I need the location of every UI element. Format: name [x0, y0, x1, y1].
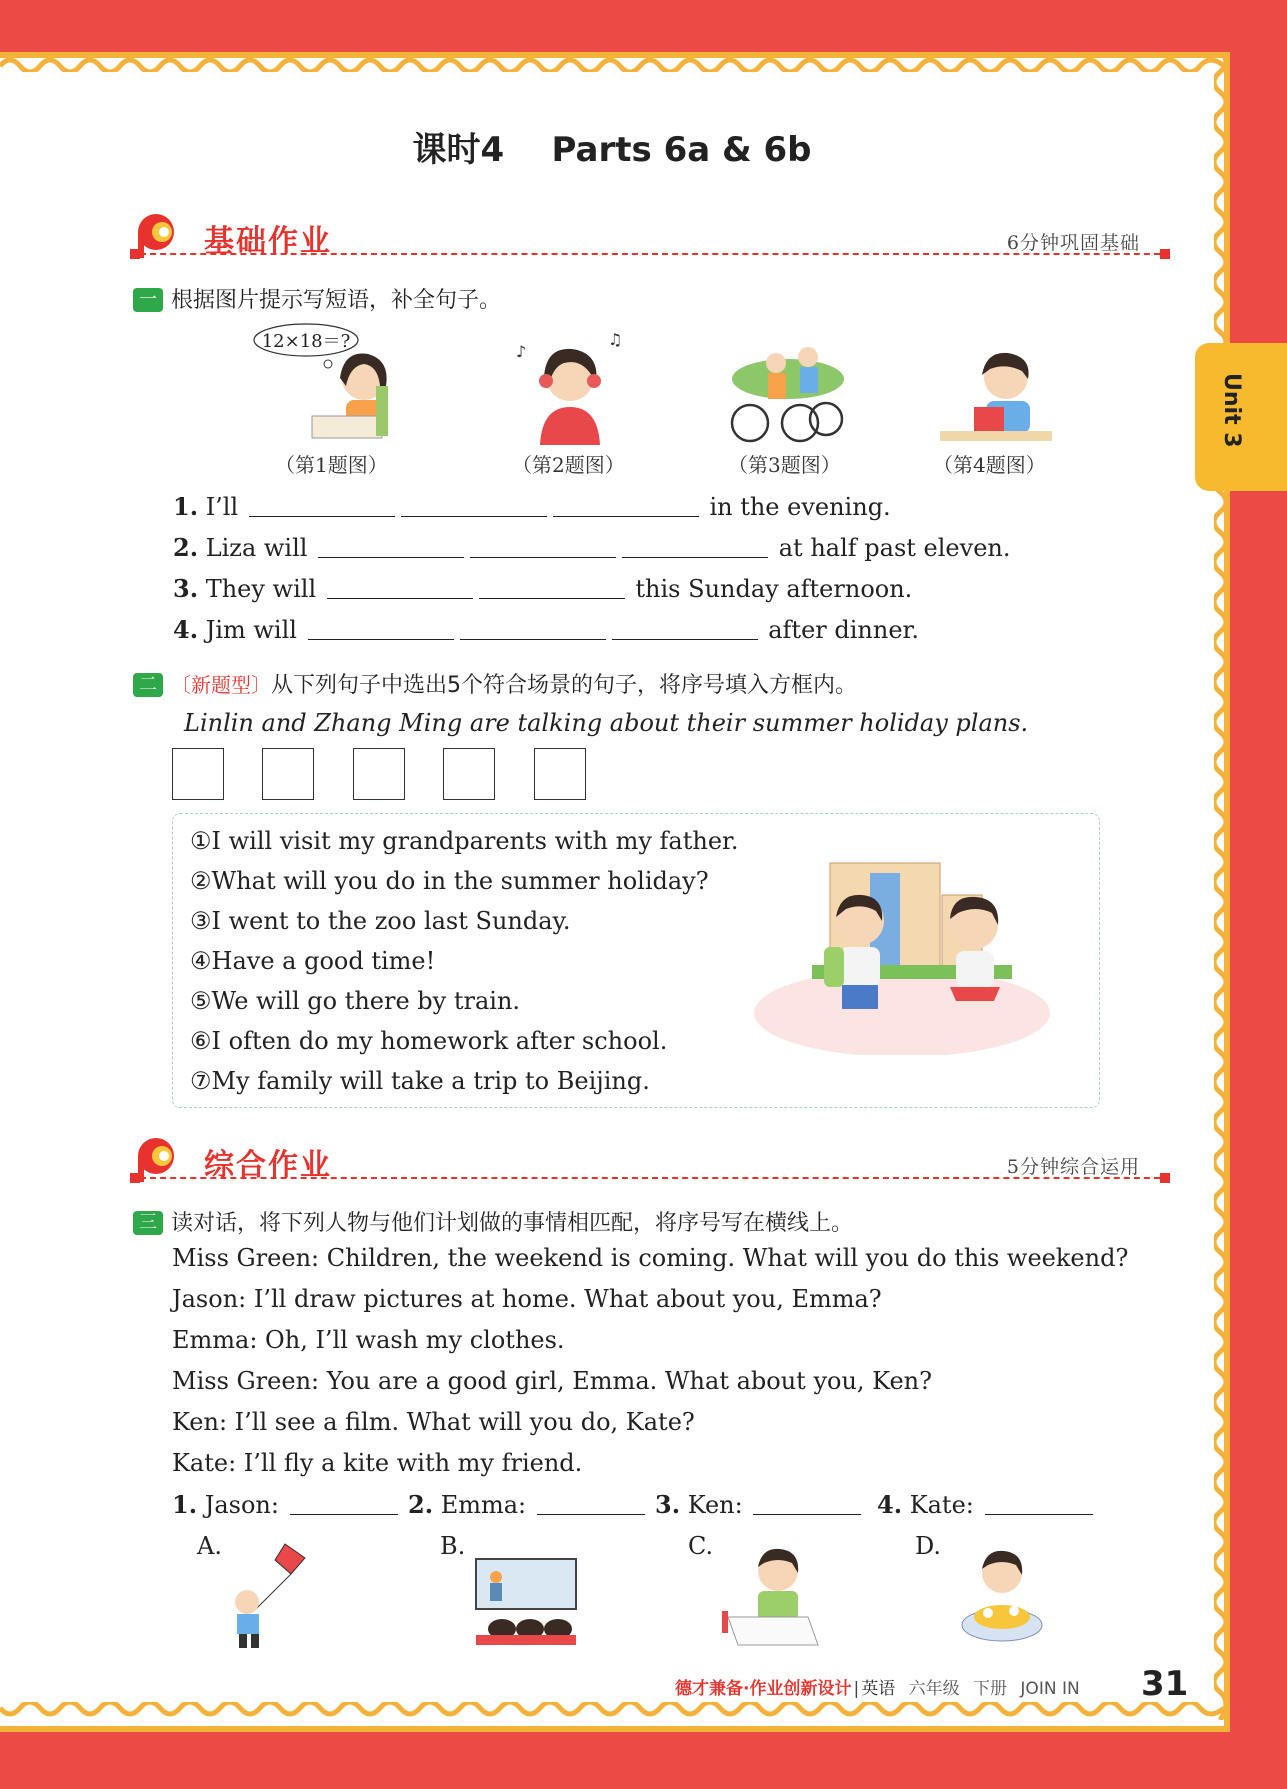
answer-blank[interactable] [553, 494, 699, 517]
unit-tab-label: Unit 3 [1219, 373, 1244, 448]
option-1: ①I will visit my grandparents with my father. [190, 827, 739, 855]
answer-blank[interactable] [470, 535, 616, 558]
picture-d-wash-clothes [952, 1545, 1052, 1650]
item-suffix: at half past eleven. [778, 534, 1011, 562]
q1-item-3 [173, 574, 912, 603]
item-number: 3. [173, 574, 199, 603]
q3-instruction-text: 读对话，将下列人物与他们计划做的事情相匹配，将序号写在横线上。 [171, 1211, 854, 1236]
answer-box-3[interactable] [353, 748, 405, 800]
answer-blank[interactable] [308, 617, 454, 640]
answer-box-1[interactable] [172, 748, 224, 800]
answer-blank[interactable] [479, 576, 625, 599]
q1-instruction-text: 根据图片提示写短语，补全句子。 [171, 288, 502, 313]
item-number: 2. [408, 1490, 434, 1519]
q1-item-2 [173, 533, 1010, 562]
wave-border-bottom [0, 1702, 1224, 1722]
answer-blank[interactable] [401, 494, 547, 517]
footer-brand: 德才兼备·作业创新设计 [675, 1679, 852, 1699]
answer-blank[interactable] [985, 1492, 1093, 1515]
dialogue-line-5: Ken: I’ll see a film. What will you do, Kate? [172, 1408, 695, 1436]
match-item-4 [877, 1490, 1096, 1519]
divider-end-marker [1160, 1173, 1170, 1183]
caption-picture-3: （第3题图） [728, 453, 841, 477]
option-2: ②What will you do in the summer holiday? [190, 867, 709, 895]
item-prefix: Jim will [198, 616, 297, 644]
match-name: Ken: [680, 1491, 743, 1519]
section-basic-header [130, 208, 1170, 264]
section-comprehensive-subtitle: 5分钟综合运用 [1006, 1156, 1140, 1178]
match-name: Kate: [902, 1491, 974, 1519]
answer-box-5[interactable] [534, 748, 586, 800]
q1-item-4 [173, 615, 919, 644]
answer-blank[interactable] [290, 1492, 398, 1515]
choice-label-d: D. [915, 1532, 942, 1560]
section-divider [130, 1177, 1170, 1179]
picture-boy-reading [940, 345, 1052, 445]
item-number: 4. [877, 1490, 903, 1519]
item-number: 3. [655, 1490, 681, 1519]
footer-separator: | [853, 1679, 860, 1699]
svg-text:♪: ♪ [516, 342, 527, 361]
q1-instruction [133, 283, 501, 314]
item-number: 4. [173, 615, 199, 644]
option-4: ④Have a good time! [190, 947, 436, 975]
item-number: 1. [173, 492, 199, 521]
choice-label-b: B. [440, 1532, 466, 1560]
option-6: ⑥I often do my homework after school. [190, 1027, 668, 1055]
answer-blank[interactable] [460, 617, 606, 640]
q2-scene: Linlin and Zhang Ming are talking about their summer holiday plans. [184, 709, 1029, 737]
item-number: 1. [172, 1490, 198, 1519]
section-basic-title: 基础作业 [204, 224, 332, 259]
item-prefix: They will [198, 575, 317, 603]
match-name: Emma: [433, 1491, 527, 1519]
item-suffix: in the evening. [709, 493, 891, 521]
new-type-tag: 〔新题型〕 [171, 673, 271, 697]
thought-bubble-text: 12×18＝? [261, 331, 351, 352]
picture-a-fly-kite [225, 1540, 325, 1650]
section-comprehensive-title: 综合作业 [204, 1148, 332, 1183]
divider-end-marker [130, 1173, 140, 1183]
match-item-1 [172, 1490, 401, 1519]
q2-instruction-text: 从下列句子中选出5个符合场景的句子，将序号填入方框内。 [271, 673, 857, 698]
caption-picture-1: （第1题图） [275, 453, 388, 477]
footer-volume: 下册 [973, 1679, 1008, 1699]
unit-tab [1195, 343, 1287, 491]
answer-blank[interactable] [612, 617, 758, 640]
option-7: ⑦My family will take a trip to Beijing. [190, 1067, 650, 1095]
wave-border-right [1214, 52, 1234, 1720]
picture-b-see-film [472, 1555, 582, 1645]
answer-blank[interactable] [537, 1492, 645, 1515]
footer-series: JOIN IN [1020, 1679, 1080, 1699]
svg-text:♫: ♫ [608, 333, 623, 349]
item-suffix: this Sunday afternoon. [635, 575, 913, 603]
picture-girl-listening-music [510, 333, 630, 445]
q1-number-badge: 一 [133, 288, 163, 312]
divider-end-marker [1160, 249, 1170, 259]
option-5: ⑤We will go there by train. [190, 987, 521, 1015]
picture-girl-doing-math [240, 320, 410, 445]
item-number: 2. [173, 533, 199, 562]
section-comprehensive-header [130, 1132, 1170, 1188]
dialogue-line-1: Miss Green: Children, the weekend is coming. What will you do this weekend? [172, 1244, 1129, 1272]
picture-riding-bikes [728, 333, 848, 445]
picture-two-kids-at-school [752, 855, 1062, 1055]
section-basic-subtitle: 6分钟巩固基础 [1006, 232, 1140, 254]
match-item-2 [408, 1490, 648, 1519]
footer-subject: 英语 [861, 1679, 896, 1699]
match-name: Jason: [197, 1491, 279, 1519]
answer-blank[interactable] [753, 1492, 861, 1515]
section-divider [130, 253, 1170, 255]
choice-label-a: A. [197, 1532, 222, 1560]
item-prefix: I’ll [198, 493, 239, 521]
option-3: ③I went to the zoo last Sunday. [190, 907, 571, 935]
picture-c-draw-pictures [718, 1545, 828, 1650]
page-title: 课时4 Parts 6a & 6b [412, 130, 812, 170]
match-item-3 [655, 1490, 864, 1519]
q1-item-1 [173, 492, 891, 521]
caption-picture-4: （第4题图） [933, 453, 1046, 477]
caption-picture-2: （第2题图） [512, 453, 625, 477]
dialogue-line-3: Emma: Oh, I’ll wash my clothes. [172, 1326, 565, 1354]
answer-box-4[interactable] [443, 748, 495, 800]
item-prefix: Liza will [198, 534, 308, 562]
footer-grade: 六年级 [908, 1679, 960, 1699]
answer-box-2[interactable] [262, 748, 314, 800]
divider-end-marker [130, 249, 140, 259]
answer-blank[interactable] [327, 576, 473, 599]
q3-instruction [133, 1206, 853, 1237]
q3-number-badge: 三 [133, 1211, 163, 1235]
answer-blank[interactable] [249, 494, 395, 517]
choice-label-c: C. [688, 1532, 714, 1560]
q2-number-badge: 二 [133, 673, 163, 697]
q2-instruction [133, 668, 857, 699]
dialogue-line-6: Kate: I’ll fly a kite with my friend. [172, 1449, 583, 1477]
dialogue-line-2: Jason: I’ll draw pictures at home. What about you, Emma? [172, 1285, 882, 1313]
answer-blank[interactable] [622, 535, 768, 558]
item-suffix: after dinner. [768, 616, 919, 644]
wave-border-top [0, 52, 1224, 72]
answer-blank[interactable] [318, 535, 464, 558]
footer [675, 1674, 1080, 1699]
page-number: 31 [1141, 1664, 1189, 1704]
dialogue-line-4: Miss Green: You are a good girl, Emma. What about you, Ken? [172, 1367, 932, 1395]
